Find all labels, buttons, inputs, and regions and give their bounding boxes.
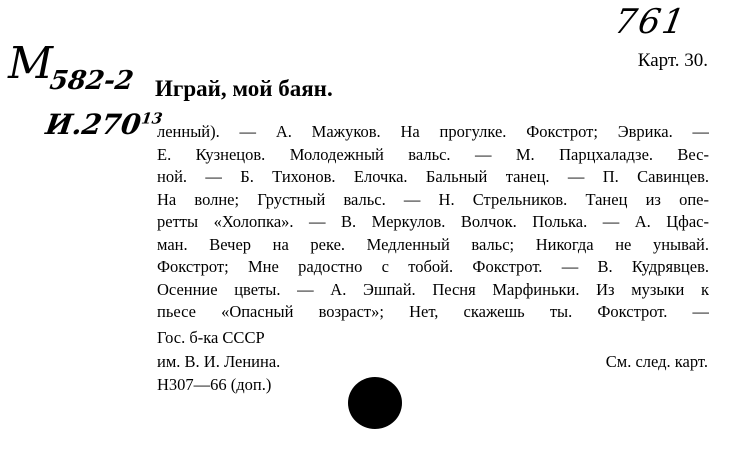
body-line: Фокстрот; Мне радостно с тобой. Фокстрот. — В. Кудрявцев. <box>157 257 709 276</box>
shelf-mark-inventory <box>44 108 164 141</box>
card-title: Играй, мой баян. <box>155 76 333 101</box>
body-line: пьесе «Опасный возраст»; Нет, скажешь ты. Фокстрот. — <box>157 302 709 321</box>
card-number: Карт. 30. <box>637 50 708 71</box>
body-line: Е. Кузнецов. Молодежный вальс. — М. Парцхаладзе. Вес- <box>157 144 709 164</box>
shelf-mark-inventory-main: И.270 <box>43 108 143 141</box>
body-line: На волне; Грустный вальс. — Н. Стрельников. Танец из опе- <box>157 189 709 209</box>
shelf-mark-letter: М <box>8 38 54 89</box>
shelf-mark-code: 582-2 <box>47 66 136 96</box>
library-name-cont: им. В. И. Ленина. <box>157 352 281 371</box>
card-body <box>157 121 709 324</box>
punch-hole <box>348 377 402 429</box>
shelf-mark-inventory-sup: 13 <box>140 109 164 128</box>
body-line: ман. Вечер на реке. Медленный вальс; Никогда не унывай. <box>157 234 709 254</box>
catalog-code: Н307—66 (доп.) <box>157 375 272 394</box>
body-line: ленный). — А. Мажуков. На прогулке. Фокстрот; Эврика. — <box>157 122 709 141</box>
see-next-card: См. след. карт. <box>605 352 708 371</box>
body-line: ретты «Холопка». — В. Меркулов. Волчок. Полька. — А. Цфас- <box>157 212 709 231</box>
body-line: Осенние цветы. — А. Эшпай. Песня Марфиньки. Из музыки к <box>157 279 709 299</box>
library-name: Гос. б-ка СССР <box>157 328 265 347</box>
body-line: ной. — Б. Тихонов. Елочка. Бальный танец. — П. Савинцев. <box>157 167 709 186</box>
handwritten-card-number: 761 <box>611 2 690 42</box>
